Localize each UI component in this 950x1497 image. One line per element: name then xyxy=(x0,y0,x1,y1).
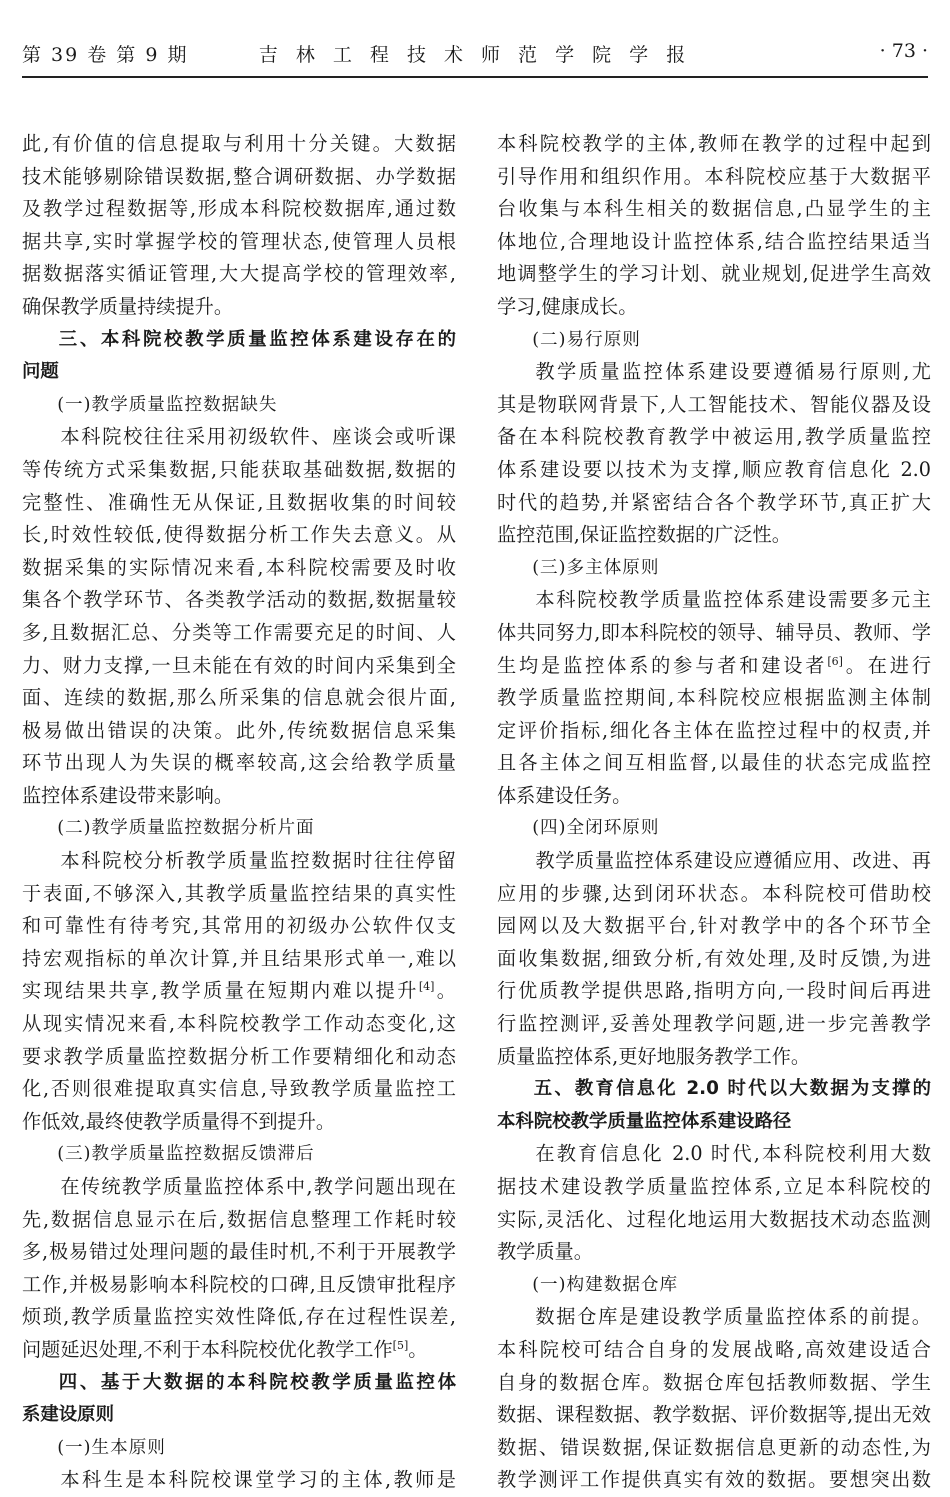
text-line: 数据、错误数据,保证数据信息更新的动态性,为 xyxy=(497,1435,931,1459)
text-line: 环节出现人为失误的概率较高,这会给教学质量 xyxy=(22,751,456,775)
text-line: 本科院校往往采用初级软件、座谈会或听课 xyxy=(60,425,456,449)
section-heading-line: 系建设原则 xyxy=(22,1404,114,1426)
text-segment: 。在进行 xyxy=(842,653,932,677)
journal-title: 吉 林 工 程 技 术 师 范 学 院 学 报 xyxy=(258,44,692,66)
section-heading-line: 本科院校教学质量监控体系建设路径 xyxy=(497,1110,792,1132)
text-segment: 问题延迟处理,不利于本科院校优化教学工作 xyxy=(22,1337,393,1361)
text-line: 实际,灵活化、过程化地运用大数据技术动态监测 xyxy=(497,1207,931,1231)
text-line: 定评价指标,细化各主体在监控过程中的权责,并 xyxy=(497,718,931,742)
text-line: 面收集数据,细致分析,有效处理,及时反馈,为进 xyxy=(497,946,931,970)
citation-ref: [5] xyxy=(392,1338,409,1352)
text-line: 多,且数据汇总、分类等工作需要充足的时间、人 xyxy=(22,620,456,644)
text-line: 极易做出错误的决策。此外,传统数据信息采集 xyxy=(22,718,456,742)
section-heading-line: 三、本科院校教学质量监控体系建设存在的 xyxy=(58,328,456,350)
text-line: 教学质量监控体系建设应遵循应用、改进、再 xyxy=(535,849,931,873)
text-line: 和可靠性有待考究,其常用的初级办公软件仅支 xyxy=(22,914,456,938)
text-line: 其是物联网背景下,人工智能技术、智能仪器及设 xyxy=(497,392,931,416)
text-line: 本科院校教学质量监控体系建设需要多元主 xyxy=(535,588,931,612)
subsection-heading: (三)教学质量监控数据反馈滞后 xyxy=(57,1144,315,1165)
text-line: 时代的趋势,并紧密结合各个教学环节,真正扩大 xyxy=(497,490,931,514)
text-line: 据技术建设教学质量监控体系,立足本科院校的 xyxy=(497,1175,931,1198)
text-line: 应用的步骤,达到闭环状态。本科院校可借助校 xyxy=(497,881,931,905)
text-line: 技术能够剔除错误数据,整合调研数据、办学数据 xyxy=(22,164,456,188)
text-line: 体系建设任务。 xyxy=(497,783,632,807)
text-line: 化,否则很难提取真实信息,导致教学质量监控工 xyxy=(22,1077,456,1101)
text-line: 监控体系建设带来影响。 xyxy=(22,783,234,807)
text-line: 且各主体之间互相监督,以最佳的状态完成监控 xyxy=(497,751,931,775)
text-line: 教学质量监控体系建设要遵循易行原则,尤 xyxy=(535,360,931,384)
text-line: 在教育信息化 2.0 时代,本科院校利用大数 xyxy=(535,1142,931,1166)
text-line: 从现实情况来看,本科院校教学工作动态变化,这 xyxy=(22,1012,456,1036)
text-line: 在传统教学质量监控体系中,教学问题出现在 xyxy=(60,1175,456,1198)
text-line: 要求教学质量监控数据分析工作要精细化和动态 xyxy=(22,1044,456,1068)
subsection-heading: (四)全闭环原则 xyxy=(532,818,660,839)
text-segment: 实现结果共享,教学质量在短期内难以提升 xyxy=(22,979,419,1003)
text-line: 本科院校可结合自身的发展战略,高效建设适合 xyxy=(497,1337,931,1361)
subsection-heading: (二)易行原则 xyxy=(532,329,641,350)
subsection-heading: (三)多主体原则 xyxy=(532,557,660,578)
text-line: 质量监控体系,更好地服务教学工作。 xyxy=(497,1044,811,1068)
citation-ref: [4] xyxy=(418,980,435,994)
text-line: 园网以及大数据平台,针对教学中的各个环节全 xyxy=(497,914,931,938)
text-line: 本科院校教学的主体,教师在教学的过程中起到 xyxy=(497,132,931,155)
text-line: 台收集与本科生相关的数据信息,凸显学生的主 xyxy=(497,197,931,221)
text-line: 数据采集的实际情况来看,本科院校需要及时收 xyxy=(22,555,456,579)
text-line: 本科院校分析教学质量监控数据时往往停留 xyxy=(60,849,456,873)
text-line xyxy=(22,975,456,1008)
text-line: 行优质教学提供思路,指明方向,一段时间后再进 xyxy=(497,979,931,1003)
text-line: 面、连续的数据,那么所采集的信息就会很片面, xyxy=(22,686,456,710)
section-heading-line: 问题 xyxy=(22,361,59,383)
text-line: 此,有价值的信息提取与利用十分关键。大数据 xyxy=(22,132,456,155)
text-line: 教学测评工作提供真实有效的数据。要想突出数 xyxy=(497,1468,931,1492)
text-line: 多,极易错过处理问题的最佳时机,不利于开展教学 xyxy=(22,1240,456,1264)
citation-ref: [6] xyxy=(827,654,843,668)
text-line: 确保教学质量持续提升。 xyxy=(22,294,234,318)
text-line: 据共享,实时掌握学校的管理状态,使管理人员根 xyxy=(22,229,456,253)
page-number: · 73 · xyxy=(879,40,928,62)
subsection-heading: (二)教学质量监控数据分析片面 xyxy=(57,818,315,839)
right-column xyxy=(497,128,931,1497)
volume-issue: 第 39 卷 第 9 期 xyxy=(22,44,189,66)
subsection-heading: (一)教学质量监控数据缺失 xyxy=(57,394,278,415)
text-line: 备在本科院校教育教学中被运用,教学质量监控 xyxy=(497,425,931,449)
text-segment: 。 xyxy=(408,1337,428,1361)
text-line: 教学质量监控期间,本科院校应根据监测主体制 xyxy=(497,686,931,710)
text-line: 体共同努力,即本科院校的领导、辅导员、教师、学 xyxy=(497,620,931,644)
text-line: 体地位,合理地设计监控体系,结合监控结果适当 xyxy=(497,229,931,253)
text-line: 于表面,不够深入,其教学质量监控结果的真实性 xyxy=(22,881,456,905)
running-header xyxy=(22,36,928,78)
text-line: 作低效,最终使教学质量得不到提升。 xyxy=(22,1109,336,1133)
text-line xyxy=(497,650,931,683)
text-line: 监控范围,保证监控数据的广泛性。 xyxy=(497,523,791,547)
text-line: 数据、课程数据、教学数据、评价数据等,提出无效 xyxy=(497,1403,931,1427)
text-line: 据数据落实循证管理,大大提高学校的管理效率, xyxy=(22,262,456,286)
text-line: 本科生是本科院校课堂学习的主体,教师是 xyxy=(60,1468,456,1492)
text-line: 先,数据信息显示在后,数据信息整理工作耗时较 xyxy=(22,1207,456,1231)
text-line: 及教学过程数据等,形成本科院校数据库,通过数 xyxy=(22,197,456,221)
text-line xyxy=(22,1334,456,1367)
text-segment: 生均是监控体系的参与者和建设者 xyxy=(497,653,828,677)
text-line: 等传统方式采集数据,只能获取基础数据,数据的 xyxy=(22,457,456,481)
text-line: 自身的数据仓库。数据仓库包括教师数据、学生 xyxy=(497,1370,931,1394)
text-line: 教学质量。 xyxy=(497,1240,593,1264)
text-line: 烦琐,教学质量监控实效性降低,存在过程性误差, xyxy=(22,1305,456,1329)
text-line: 体系建设要以技术为支撑,顺应教育信息化 2.0 xyxy=(497,457,931,481)
text-line: 集各个教学环节、各类教学活动的数据,数据量较 xyxy=(22,588,456,612)
subsection-heading: (一)生本原则 xyxy=(57,1437,166,1458)
text-line: 行监控测评,妥善处理教学问题,进一步完善教学 xyxy=(497,1012,931,1036)
text-line: 学习,健康成长。 xyxy=(497,294,638,318)
text-line: 完整性、准确性无从保证,且数据收集的时间较 xyxy=(22,490,456,514)
text-line: 持宏观指标的单次计算,并且结果形式单一,难以 xyxy=(22,946,456,970)
text-line: 长,时效性较低,使得数据分析工作失去意义。从 xyxy=(22,523,456,547)
text-line: 引导作用和组织作用。本科院校应基于大数据平 xyxy=(497,164,931,188)
text-line: 工作,并极易影响本科院校的口碑,且反馈审批程序 xyxy=(22,1272,456,1296)
text-line: 数据仓库是建设教学质量监控体系的前提。 xyxy=(535,1305,931,1329)
text-line: 地调整学生的学习计划、就业规划,促进学生高效 xyxy=(497,262,931,286)
text-segment: 。 xyxy=(434,979,456,1003)
subsection-heading: (一)构建数据仓库 xyxy=(532,1274,679,1295)
text-line: 力、财力支撑,一旦未能在有效的时间内采集到全 xyxy=(22,653,456,677)
section-heading-line: 四、基于大数据的本科院校教学质量监控体 xyxy=(58,1371,456,1393)
left-column xyxy=(22,128,456,1497)
section-heading-line: 五、教育信息化 2.0 时代以大数据为支撑的 xyxy=(533,1078,931,1100)
